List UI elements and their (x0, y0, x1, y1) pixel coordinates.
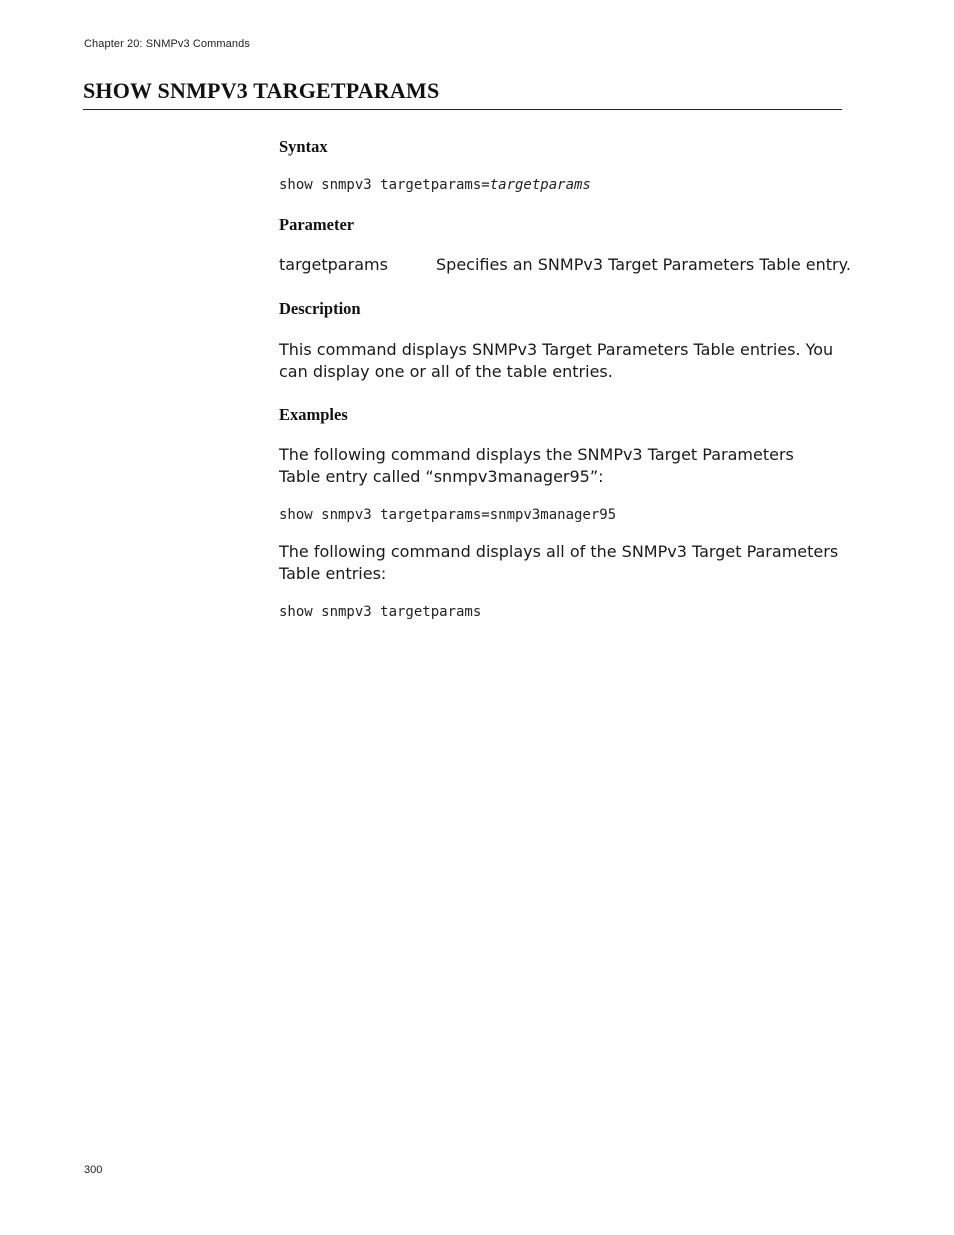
parameter-heading: Parameter (279, 215, 355, 234)
syntax-argument: targetparams (489, 177, 591, 193)
running-header: Chapter 20: SNMPv3 Commands (84, 38, 250, 50)
page-number: 300 (84, 1164, 103, 1176)
example-2-text: The following command displays all of the SNMPv3 Target Parameters Table entries: (279, 542, 839, 583)
syntax-code (279, 177, 591, 193)
parameter-description: Specifies an SNMPv3 Target Parameters Table entry. (436, 255, 851, 274)
description-heading: Description (279, 299, 361, 318)
title-rule (83, 109, 842, 110)
example-1-code: show snmpv3 targetparams=snmpv3manager95 (279, 507, 617, 523)
parameter-name: targetparams (279, 255, 388, 274)
page-title: SHOW SNMPV3 TARGETPARAMS (83, 78, 440, 103)
example-1-text: The following command displays the SNMPv3 Target Parameters Table entry called “snmpv3manager95”: (279, 445, 794, 486)
syntax-command: show snmpv3 targetparams= (279, 177, 490, 193)
examples-heading: Examples (279, 405, 348, 424)
description-text: This command displays SNMPv3 Target Parameters Table entries. You can display one or all of the table entries. (279, 340, 834, 381)
syntax-heading: Syntax (279, 137, 328, 156)
example-2-code: show snmpv3 targetparams (279, 604, 482, 620)
